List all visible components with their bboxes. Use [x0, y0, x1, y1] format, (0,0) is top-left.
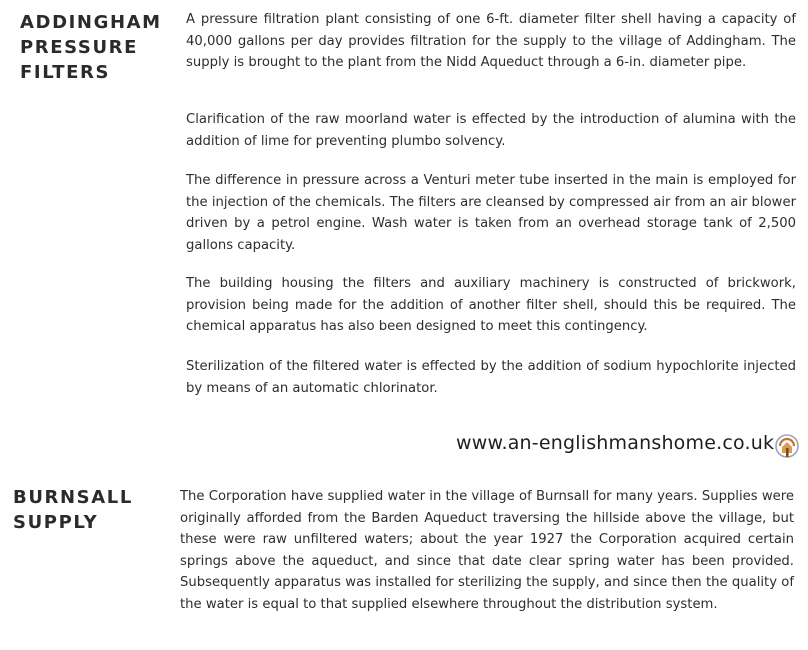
house-globe-logo-icon [774, 432, 800, 460]
heading-line: ADDINGHAM [20, 12, 162, 33]
paragraph-venturi: The difference in pressure across a Venturi meter tube inserted in the main is employed for the injection of the chemicals. The filters are cleansed by compressed air from an air blower driven by a petrol engine. Wash water is taken from an overhead storage tank of 2,500 gallons capacity. [186, 173, 796, 253]
heading-line: SUPPLY [13, 512, 99, 533]
section-heading-addingham [20, 10, 162, 85]
heading-line: FILTERS [20, 62, 111, 83]
paragraph-clarification: Clarification of the raw moorland water is effected by the introduction of alumina with the addition of lime for preventing plumbo solvency. [186, 112, 796, 149]
paragraph-sterilization: Sterilization of the filtered water is effected by the addition of sodium hypochlorite injected by means of an automatic chlorinator. [186, 359, 796, 396]
heading-line: BURNSALL [13, 487, 133, 508]
paragraph-burnsall: The Corporation have supplied water in the village of Burnsall for many years. Supplies were originally afforded from the Barden Aqueduct traversing the hillside above the village, but these were raw unfiltered waters; about the year 1927 the Corporation acquired certain springs above the aqueduct, and since that date clear spring water has been provided. Subsequently apparatus was installed for sterilizing the supply, and since then the quality of the water is equal to that supplied elsewhere throughout the distribution system. [180, 489, 794, 612]
section-heading-burnsall [13, 485, 133, 535]
heading-line: PRESSURE [20, 37, 139, 58]
watermark-link[interactable]: www.an-englishmanshome.co.uk [456, 432, 775, 454]
paragraph-plant: A pressure filtration plant consisting of one 6-ft. diameter filter shell having a capacity of 40,000 gallons per day provides filtration for the supply to the village of Addingham. The supply is brought to the plant from the Nidd Aqueduct through a 6-in. diameter pipe. [186, 12, 796, 70]
paragraph-building: The building housing the filters and auxiliary machinery is constructed of brickwork, provision being made for the addition of another filter shell, should this be required. The chemical apparatus has also been designed to meet this contingency. [186, 276, 796, 334]
